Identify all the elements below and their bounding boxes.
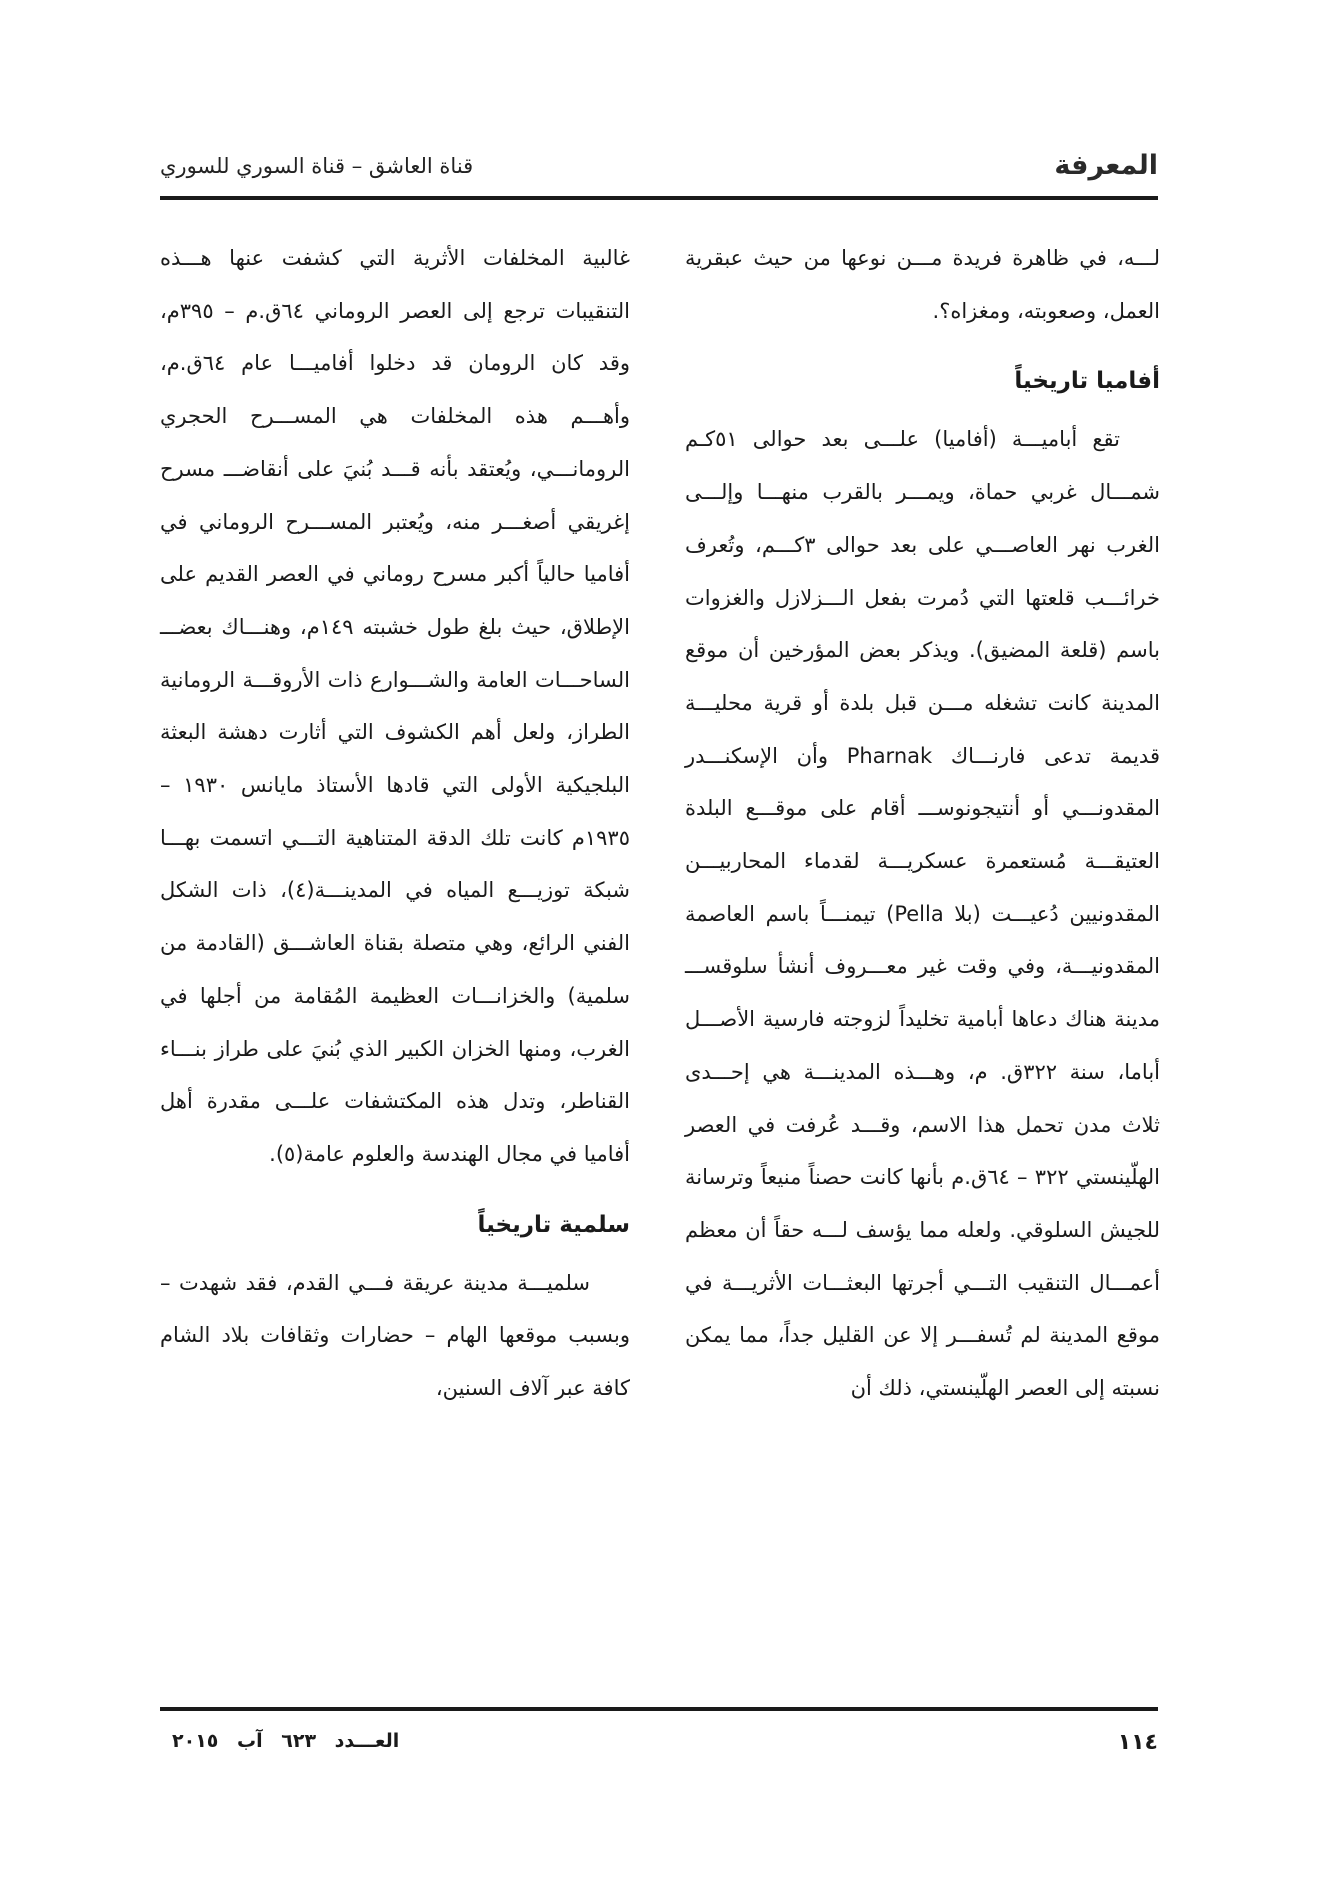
salamiyah-paragraph: سلميـــة مدينة عريقة فـــي القدم، فقد شهدت – وبسبب موقعها الهام – حضارات وثقافات بلاد الشام كافة عبر آلاف السنين، <box>160 1270 630 1401</box>
issue-label: العـــدد <box>334 1730 400 1752</box>
issue-number: ٦٢٣ <box>281 1730 317 1752</box>
issue-info <box>160 1730 399 1752</box>
issue-month: آب <box>237 1730 263 1752</box>
magazine-logo: المعرفة <box>1054 150 1158 181</box>
page-number: ١١٤ <box>1117 1730 1158 1755</box>
right-column <box>685 232 1160 1415</box>
page-footer <box>160 1730 1158 1766</box>
footer-rule <box>160 1707 1158 1711</box>
issue-year: ٢٠١٥ <box>172 1730 219 1752</box>
intro-paragraph: لـــه، في ظاهرة فريدة مـــن نوعها من حيث عبقرية العمل، وصعوبته، ومغزاه؟. <box>685 246 1160 323</box>
section-heading-apamea: أفاميا تاريخياً <box>1014 368 1160 395</box>
section-heading-salamiyah: سلمية تاريخياً <box>477 1211 630 1238</box>
header-rule <box>160 196 1158 200</box>
running-title: قناة العاشق – قناة السوري للسوري <box>160 154 474 178</box>
page-header <box>160 150 1158 190</box>
left-column <box>160 232 630 1415</box>
continued-paragraph: غالبية المخلفات الأثرية التي كشفت عنها هـــذه التنقيبات ترجع إلى العصر الروماني ٦٤ق.م – ٣٩٥م، وقد كان الرومان قد دخلوا أفاميـــا عام ٦٤ق.م، وأهـــم هذه المخلفات هي المســـرح الحجري الرومانـــي، ويُعتقد بأنه قـــد بُنيَ على أنقاضـــ مسرح إغريقي أصغـــر منه، ويُعتبر المســـرح الروماني في أفاميا حالياً أكبر مسرح روماني في العصر القديم على الإطلاق، حيث بلغ طول خشبته ١٤٩م، وهنـــاك بعضـــ الساحـــات العامة والشـــوارع ذات الأروقـــة الرومانية الطراز، ولعل أهم الكشوف التي أثارت دهشة البعثة البلجيكية الأولى التي قادها الأستاذ مايانس ١٩٣٠ – ١٩٣٥م كانت تلك الدقة المتناهية التـــي اتسمت بهـــا شبكة توزيـــع المياه في المدينـــة(٤)، ذات الشكل الفني الرائع، وهي متصلة بقناة العاشـــق (القادمة من سلمية) والخزانـــات العظيمة المُقامة من أجلها في الغرب، ومنها الخزان الكبير الذي بُنيَ على طراز بنـــاء القناطر، وتدل هذه المكتشفات علـــى مقدرة أهل أفاميا في مجال الهندسة والعلوم عامة(٥). <box>160 246 630 1166</box>
apamea-paragraph: تقع أباميـــة (أفاميا) علـــى بعد حوالى ٥١كـم شمـــال غربي حماة، ويمـــر بالقرب منهـــا وإلـــى الغرب نهر العاصـــي على بعد حوالى ٣كـــم، وتُعرف خرائـــب قلعتها التي دُمرت بفعل الـــزلازل والغزوات باسم (قلعة المضيق). ويذكر بعض المؤرخين أن موقع المدينة كانت تشغله مـــن قبل بلدة أو قرية محليـــة قديمة تدعى فارنـــاك Pharnak وأن الإسكنـــدر المقدونـــي أو أنتيجونوســـ أقام على موقـــع البلدة العتيقـــة مُستعمرة عسكريـــة لقدماء المحاربيـــن المقدونيين دُعيـــت (بلا Pella) تيمنـــاً باسم العاصمة المقدونيـــة، وفي وقت غير معـــروف أنشأ سلوقســـ مدينة هناك دعاها أبامية تخليداً لزوجته فارسية الأصـــل أباما، سنة ٣٢٢ق. م، وهـــذه المدينـــة هي إحـــدى ثلاث مدن تحمل هذا الاسم، وقـــد عُرفت في العصر الهلّينستي ٣٢٢ – ٦٤ق.م بأنها كانت حصناً منيعاً وترسانة للجيش السلوقي. ولعله مما يؤسف لـــه حقاً أن معظم أعمـــال التنقيب التـــي أجرتها البعثـــات الأثريـــة في موقع المدينة لم تُسفـــر إلا عن القليل جداً، مما يمكن نسبته إلى العصر الهلّينستي، ذلك أن <box>685 427 1161 1401</box>
